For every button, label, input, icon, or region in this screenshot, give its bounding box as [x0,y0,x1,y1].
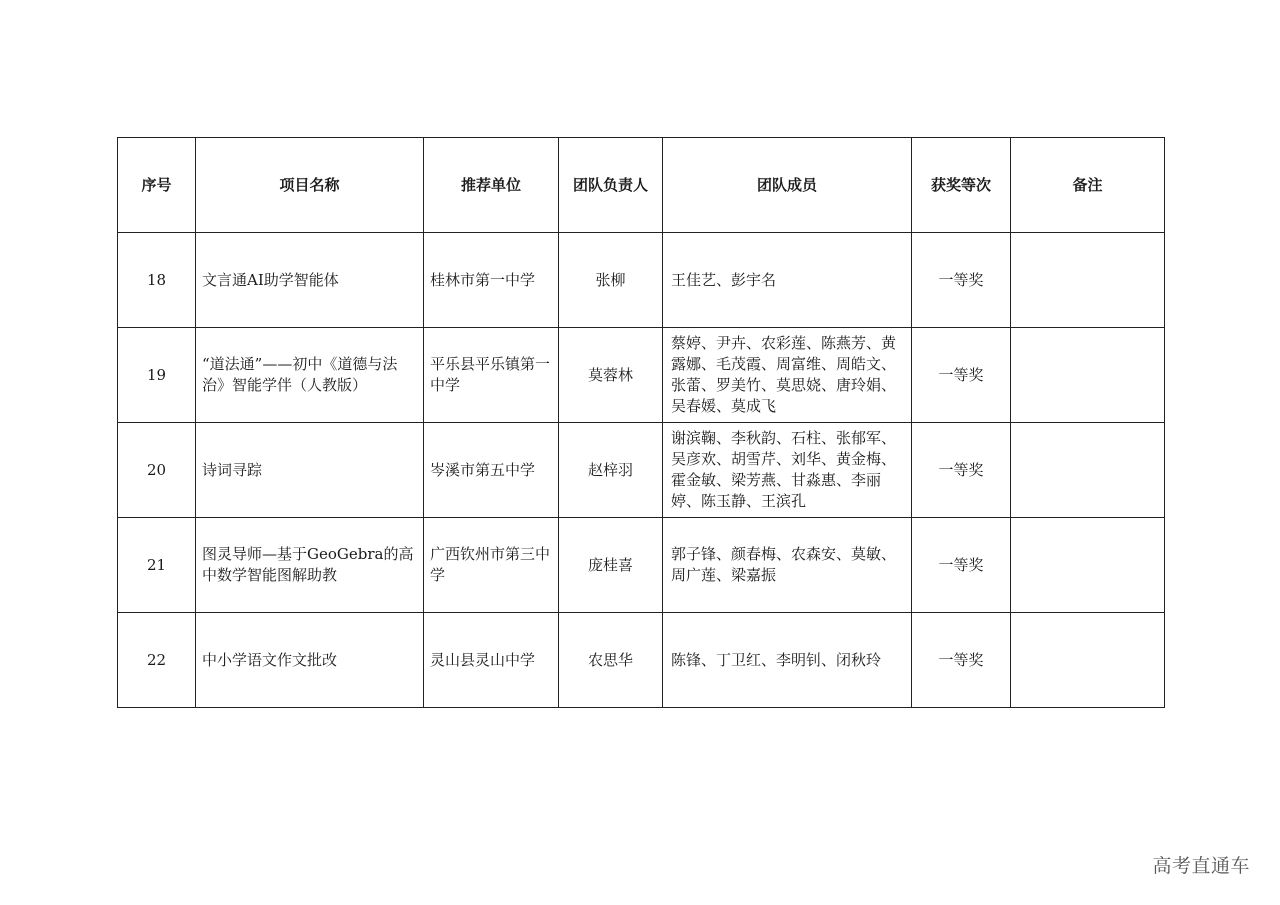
team-members: 蔡婷、尹卉、农彩莲、陈燕芳、黄露娜、毛茂霞、周富维、周皓文、张蕾、罗美竹、莫思娆、唐玲娟、吴春媛、莫成飞 [663,328,912,423]
award-level: 一等奖 [912,613,1011,708]
header-remarks: 备注 [1011,138,1165,233]
award-table-container [117,137,1164,708]
header-recommending-unit: 推荐单位 [424,138,559,233]
team-leader: 赵梓羽 [559,423,663,518]
table-row [118,328,1165,423]
award-table [117,137,1165,708]
recommending-unit: 灵山县灵山中学 [424,613,559,708]
table-row [118,423,1165,518]
project-name: 诗词寻踪 [196,423,424,518]
row-index: 19 [118,328,196,423]
header-team-members: 团队成员 [663,138,912,233]
team-members: 谢滨鞠、李秋韵、石柱、张郁军、吴彦欢、胡雪芹、刘华、黄金梅、霍金敏、梁芳燕、甘淼惠、李丽婷、陈玉静、王滨孔 [663,423,912,518]
table-row [118,613,1165,708]
project-name: 中小学语文作文批改 [196,613,424,708]
row-index: 22 [118,613,196,708]
header-project-name: 项目名称 [196,138,424,233]
table-header-row [118,138,1165,233]
award-level: 一等奖 [912,518,1011,613]
team-leader: 农思华 [559,613,663,708]
project-name: 文言通AI助学智能体 [196,233,424,328]
recommending-unit: 岑溪市第五中学 [424,423,559,518]
remarks [1011,233,1165,328]
remarks [1011,518,1165,613]
remarks [1011,613,1165,708]
team-leader: 庞桂喜 [559,518,663,613]
header-index: 序号 [118,138,196,233]
team-leader: 莫蓉林 [559,328,663,423]
recommending-unit: 桂林市第一中学 [424,233,559,328]
remarks [1011,328,1165,423]
recommending-unit: 广西钦州市第三中学 [424,518,559,613]
table-row [118,518,1165,613]
team-members: 陈锋、丁卫红、李明钊、闭秋玲 [663,613,912,708]
remarks [1011,423,1165,518]
table-row [118,233,1165,328]
header-award-level: 获奖等次 [912,138,1011,233]
row-index: 18 [118,233,196,328]
watermark: 高考直通车 [1152,855,1250,877]
project-name: “道法通”——初中《道德与法治》智能学伴（人教版） [196,328,424,423]
award-level: 一等奖 [912,328,1011,423]
award-level: 一等奖 [912,423,1011,518]
team-members: 王佳艺、彭宇名 [663,233,912,328]
project-name: 图灵导师—基于GeoGebra的高中数学智能图解助教 [196,518,424,613]
header-team-leader: 团队负责人 [559,138,663,233]
row-index: 21 [118,518,196,613]
team-members: 郭子锋、颜春梅、农森安、莫敏、周广莲、梁嘉振 [663,518,912,613]
recommending-unit: 平乐县平乐镇第一中学 [424,328,559,423]
team-leader: 张柳 [559,233,663,328]
row-index: 20 [118,423,196,518]
award-level: 一等奖 [912,233,1011,328]
